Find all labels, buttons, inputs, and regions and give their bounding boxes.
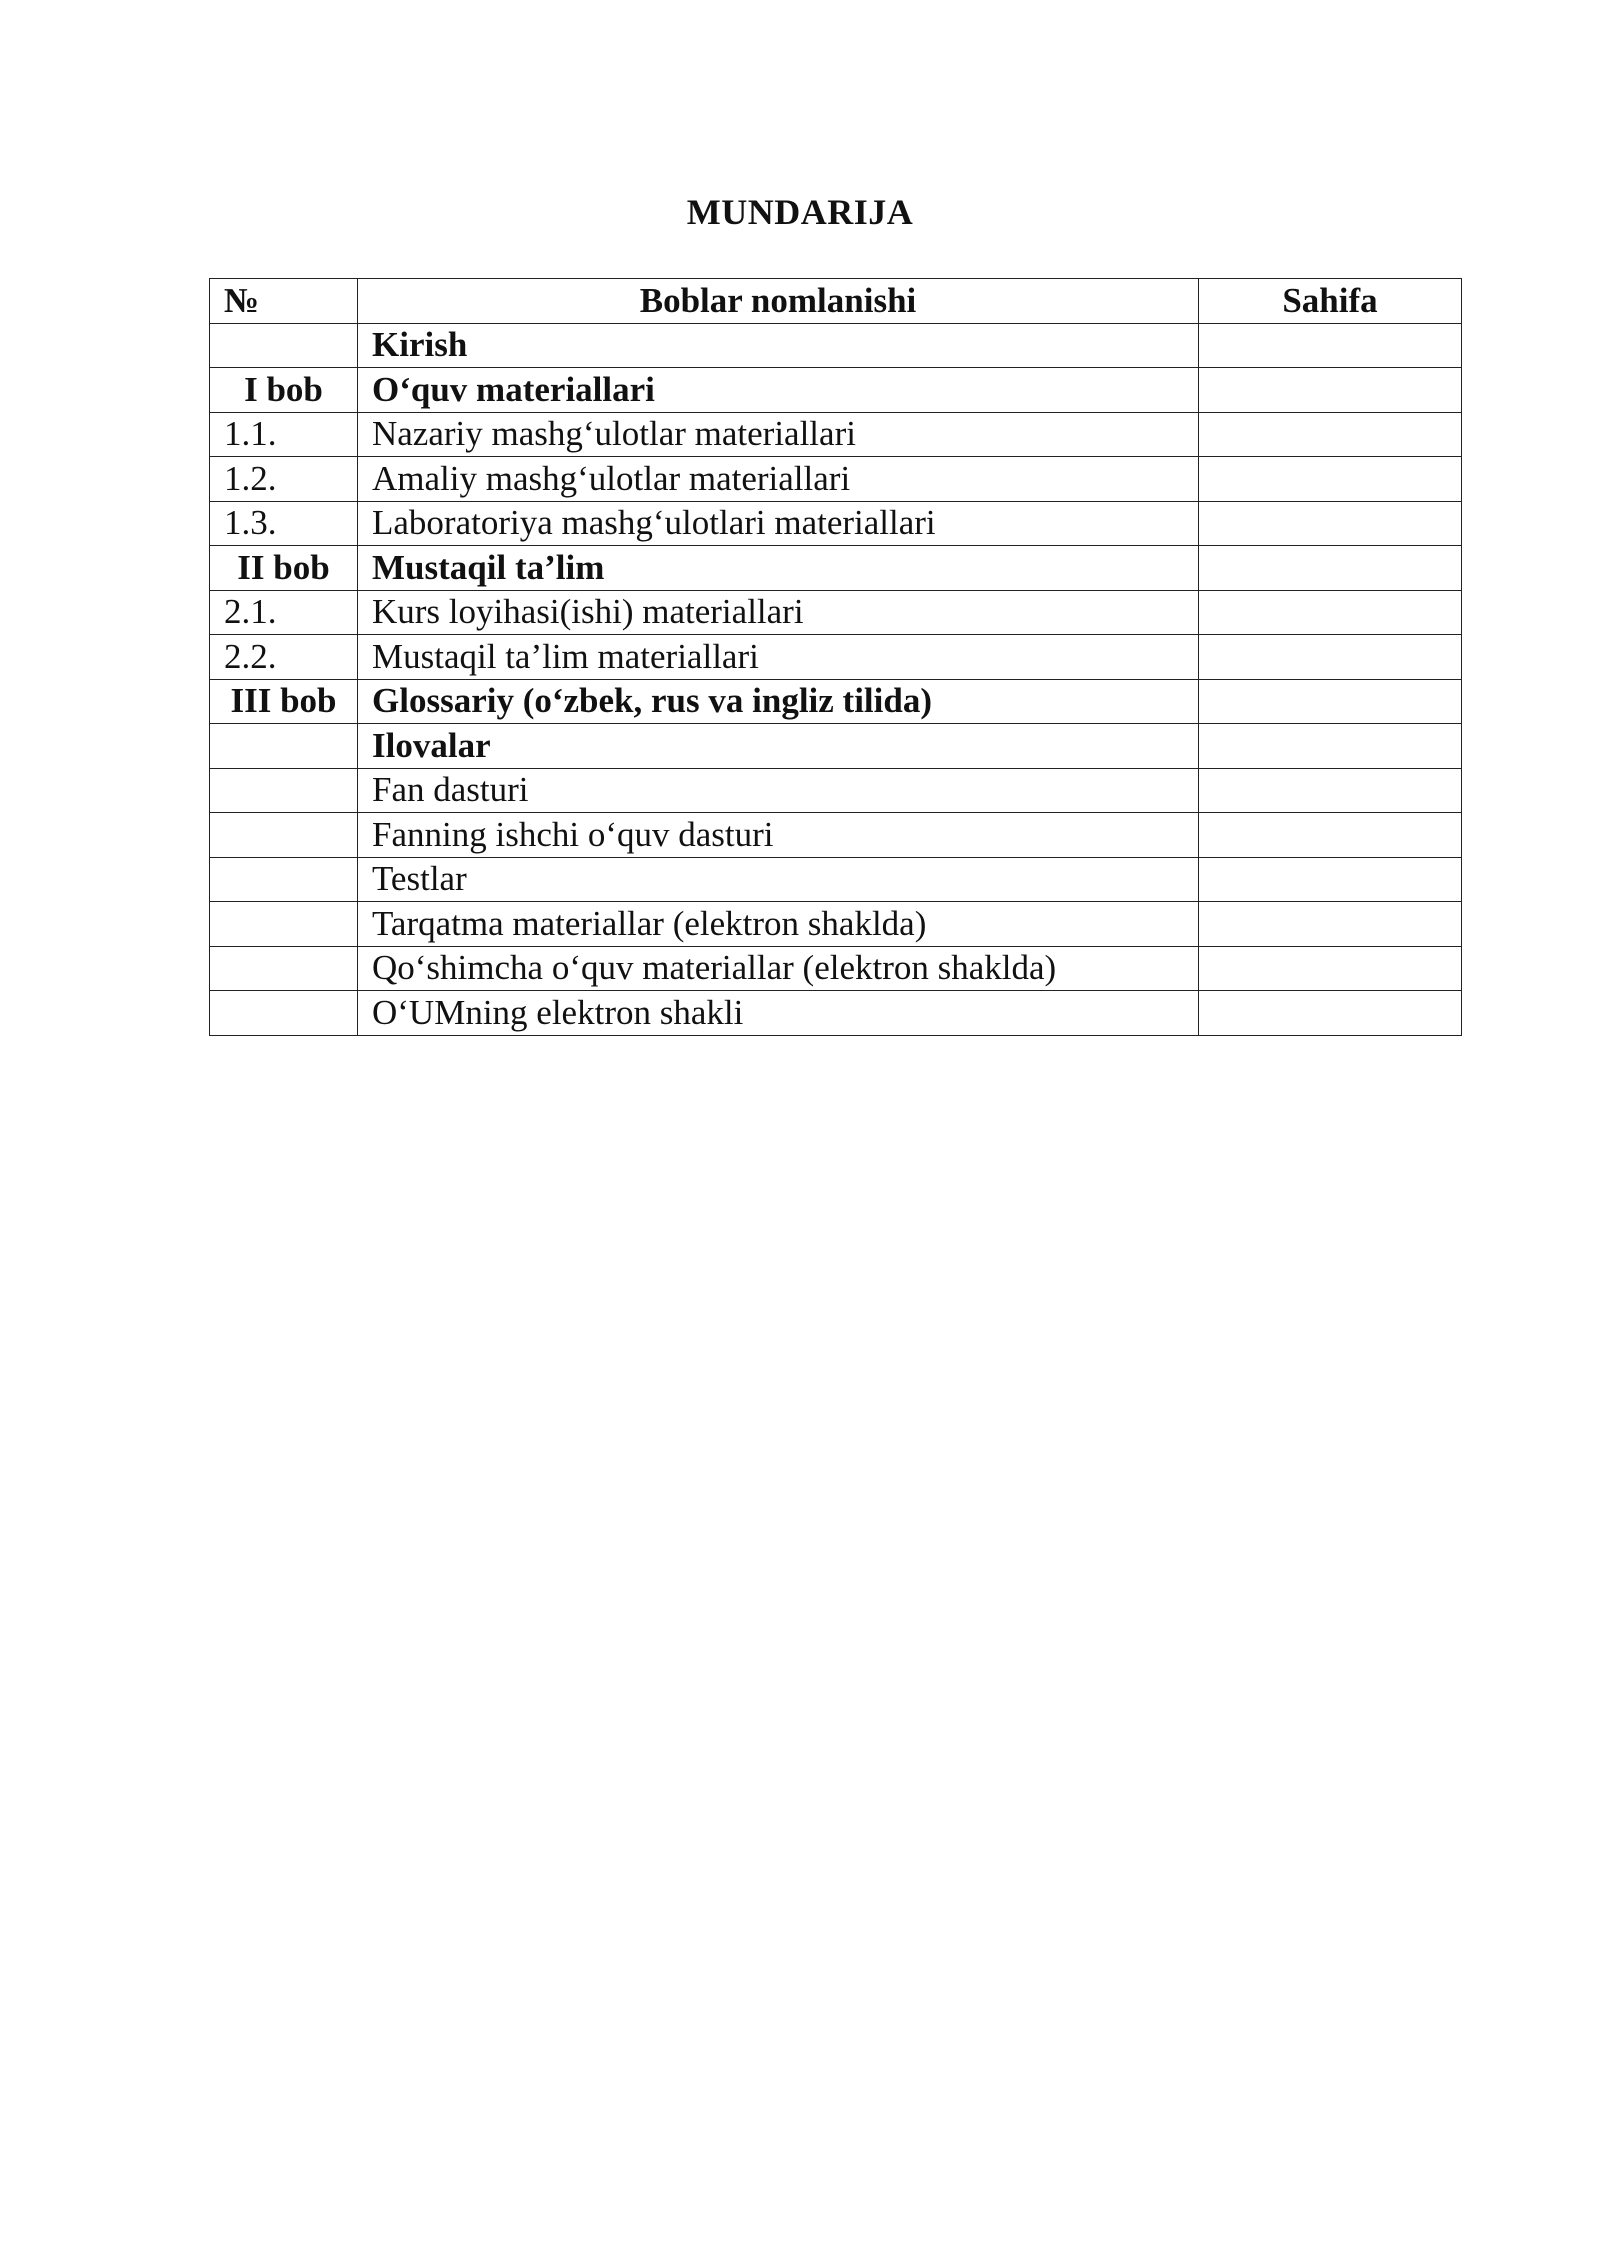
row-number-cell: III bob [210, 679, 358, 724]
row-number-cell: I bob [210, 368, 358, 413]
row-number-cell [210, 946, 358, 991]
row-title-cell: Testlar [358, 857, 1199, 902]
row-page-cell [1199, 323, 1462, 368]
row-number-cell: 2.1. [210, 590, 358, 635]
table-body [210, 323, 1462, 1035]
row-title-cell: Glossariy (o‘zbek, rus va ingliz tilida) [358, 679, 1199, 724]
table-row [210, 368, 1462, 413]
row-title-cell: Mustaqil ta’lim [358, 546, 1199, 591]
row-page-cell [1199, 590, 1462, 635]
row-number-cell [210, 813, 358, 858]
row-title-cell: Kurs loyihasi(ishi) materiallari [358, 590, 1199, 635]
row-number-cell: 1.1. [210, 412, 358, 457]
row-title-cell: Kirish [358, 323, 1199, 368]
row-number-cell [210, 323, 358, 368]
table-row [210, 724, 1462, 769]
row-number-cell [210, 768, 358, 813]
row-page-cell [1199, 546, 1462, 591]
column-header-chapter-names: Boblar nomlanishi [358, 279, 1199, 324]
table-row [210, 546, 1462, 591]
table-row [210, 857, 1462, 902]
row-page-cell [1199, 457, 1462, 502]
row-page-cell [1199, 635, 1462, 680]
row-number-cell [210, 991, 358, 1036]
table-row [210, 946, 1462, 991]
row-page-cell [1199, 857, 1462, 902]
row-title-cell: Nazariy mashg‘ulotlar materiallari [358, 412, 1199, 457]
row-title-cell: O‘UMning elektron shakli [358, 991, 1199, 1036]
table-row [210, 902, 1462, 947]
column-header-page: Sahifa [1199, 279, 1462, 324]
table-row [210, 590, 1462, 635]
row-page-cell [1199, 368, 1462, 413]
column-header-number: № [210, 279, 358, 324]
table-row [210, 457, 1462, 502]
row-page-cell [1199, 412, 1462, 457]
row-number-cell: 1.3. [210, 501, 358, 546]
row-title-cell: Amaliy mashg‘ulotlar materiallari [358, 457, 1199, 502]
table-row [210, 412, 1462, 457]
table-row [210, 768, 1462, 813]
row-page-cell [1199, 813, 1462, 858]
row-title-cell: Qo‘shimcha o‘quv materiallar (elektron shaklda) [358, 946, 1199, 991]
table-of-contents [209, 278, 1462, 1036]
row-title-cell: Mustaqil ta’lim materiallari [358, 635, 1199, 680]
row-title-cell: Fan dasturi [358, 768, 1199, 813]
row-title-cell: Tarqatma materiallar (elektron shaklda) [358, 902, 1199, 947]
row-number-cell [210, 724, 358, 769]
row-page-cell [1199, 946, 1462, 991]
row-title-cell: O‘quv materiallari [358, 368, 1199, 413]
row-number-cell [210, 857, 358, 902]
table-row [210, 813, 1462, 858]
row-title-cell: Ilovalar [358, 724, 1199, 769]
row-page-cell [1199, 991, 1462, 1036]
table-row [210, 501, 1462, 546]
row-title-cell: Fanning ishchi o‘quv dasturi [358, 813, 1199, 858]
table-row [210, 991, 1462, 1036]
row-page-cell [1199, 902, 1462, 947]
row-page-cell [1199, 501, 1462, 546]
row-number-cell: 2.2. [210, 635, 358, 680]
table-row [210, 679, 1462, 724]
row-number-cell: II bob [210, 546, 358, 591]
row-number-cell: 1.2. [210, 457, 358, 502]
row-number-cell [210, 902, 358, 947]
page-title: MUNDARIJA [686, 192, 914, 232]
table-row [210, 635, 1462, 680]
row-title-cell: Laboratoriya mashg‘ulotlari materiallari [358, 501, 1199, 546]
row-page-cell [1199, 679, 1462, 724]
row-page-cell [1199, 724, 1462, 769]
row-page-cell [1199, 768, 1462, 813]
table-row [210, 323, 1462, 368]
table-header-row [210, 279, 1462, 324]
